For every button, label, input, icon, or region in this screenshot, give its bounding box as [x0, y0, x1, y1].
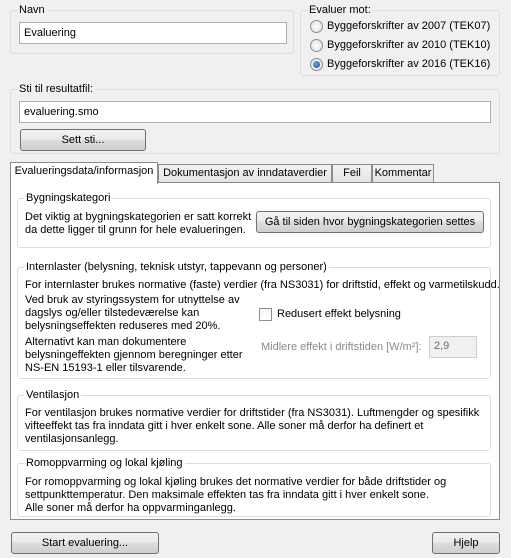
redusert-belysning-checkbox[interactable] — [259, 306, 401, 322]
midlere-effekt-input[interactable]: 2,9 — [429, 336, 477, 358]
ventilasjon-text-2: vifteeffekt tas fra inndata gitt i hver enkelt sone. Alle soner må derfor ha definert et — [25, 420, 424, 432]
evaluer-mot-legend: Evaluer mot: — [309, 4, 371, 16]
tab-evalueringsdata[interactable]: Evalueringsdata/informasjon — [10, 162, 158, 184]
radio-tek10-label: Byggeforskrifter av 2010 (TEK10) — [327, 39, 491, 51]
radio-tek16-label: Byggeforskrifter av 2016 (TEK16) — [327, 58, 491, 70]
resultatfil-legend: Sti til resultatfil: — [19, 83, 93, 95]
start-evaluering-button[interactable]: Start evaluering... — [11, 532, 159, 554]
romoppvarming-text-2: settpunkttemperatur. Den maksimale effekten tas fra inndata gitt i hver enkelt sone. — [25, 489, 429, 501]
romoppvarming-text-3: Alle soner må derfor ha oppvarminganlegg. — [25, 502, 236, 514]
internlaster-legend: Internlaster (belysning, teknisk utstyr, tappevann og personer) — [26, 261, 327, 273]
redusert-belysning-box[interactable] — [259, 308, 272, 321]
alternativ-text-1: Alternativt kan man dokumentere — [25, 336, 187, 348]
bygningskategori-legend: Bygningskategori — [26, 192, 111, 204]
romoppvarming-legend: Romoppvarming og lokal kjøling — [26, 457, 183, 469]
romoppvarming-text-1: For romoppvarming og lokal kjøling brukes det normative verdier for både driftstider og — [25, 476, 447, 488]
navn-input[interactable]: Evaluering — [19, 22, 287, 44]
styring-text-1: Ved bruk av styringssystem for utnyttelse av — [25, 294, 240, 306]
ventilasjon-legend: Ventilasjon — [26, 389, 80, 401]
resultatfil-input[interactable]: evaluering.smo — [19, 101, 491, 123]
sett-sti-button[interactable]: Sett sti... — [20, 129, 146, 151]
help-button[interactable]: Hjelp — [432, 532, 500, 554]
goto-bygningskategori-button[interactable]: Gå til siden hvor bygningskategorien settes — [256, 211, 484, 233]
redusert-belysning-label: Redusert effekt belysning — [277, 308, 401, 320]
radio-tek10[interactable] — [310, 37, 490, 53]
styring-text-3: belysningseffekten reduseres med 20%. — [25, 320, 221, 332]
radio-tek16-button[interactable] — [310, 58, 323, 71]
tab-kommentar[interactable]: Kommentar — [372, 164, 434, 183]
alternativ-text-2: belysningeffekten gjennom beregninger etter — [25, 349, 243, 361]
midlere-effekt-label: Midlere effekt i driftstiden [W/m²]: — [261, 341, 422, 353]
radio-tek16[interactable] — [310, 56, 490, 72]
bygningskategori-text-1: Det viktig at bygningskategorien er satt korrekt — [25, 211, 252, 223]
ventilasjon-text-1: For ventilasjon brukes normative verdier for driftstider (fra NS3031). Luftmengder og spesifikk — [25, 407, 480, 419]
bygningskategori-text-2: da dette ligger til grunn for hele evalueringen. — [25, 224, 246, 236]
tab-dokumentasjon[interactable]: Dokumentasjon av inndataverdier — [158, 164, 332, 183]
styring-text-2: dagslys og/eller tilstedeværelse kan — [25, 307, 200, 319]
internlaster-intro: For internlaster brukes normative (faste) verdier (fra NS3031) for driftstid, effekt og varmetilskudd. — [25, 279, 500, 291]
tab-feil[interactable]: Feil — [332, 164, 372, 183]
navn-legend: Navn — [19, 4, 45, 16]
radio-tek10-button[interactable] — [310, 39, 323, 52]
radio-tek07-label: Byggeforskrifter av 2007 (TEK07) — [327, 20, 491, 32]
tab-panel — [10, 182, 500, 520]
radio-tek07[interactable] — [310, 18, 490, 34]
radio-tek07-button[interactable] — [310, 20, 323, 33]
ventilasjon-text-3: ventilasjonsanlegg. — [25, 433, 119, 445]
alternativ-text-3: NS-EN 15193-1 eller tilsvarende. — [25, 362, 186, 374]
